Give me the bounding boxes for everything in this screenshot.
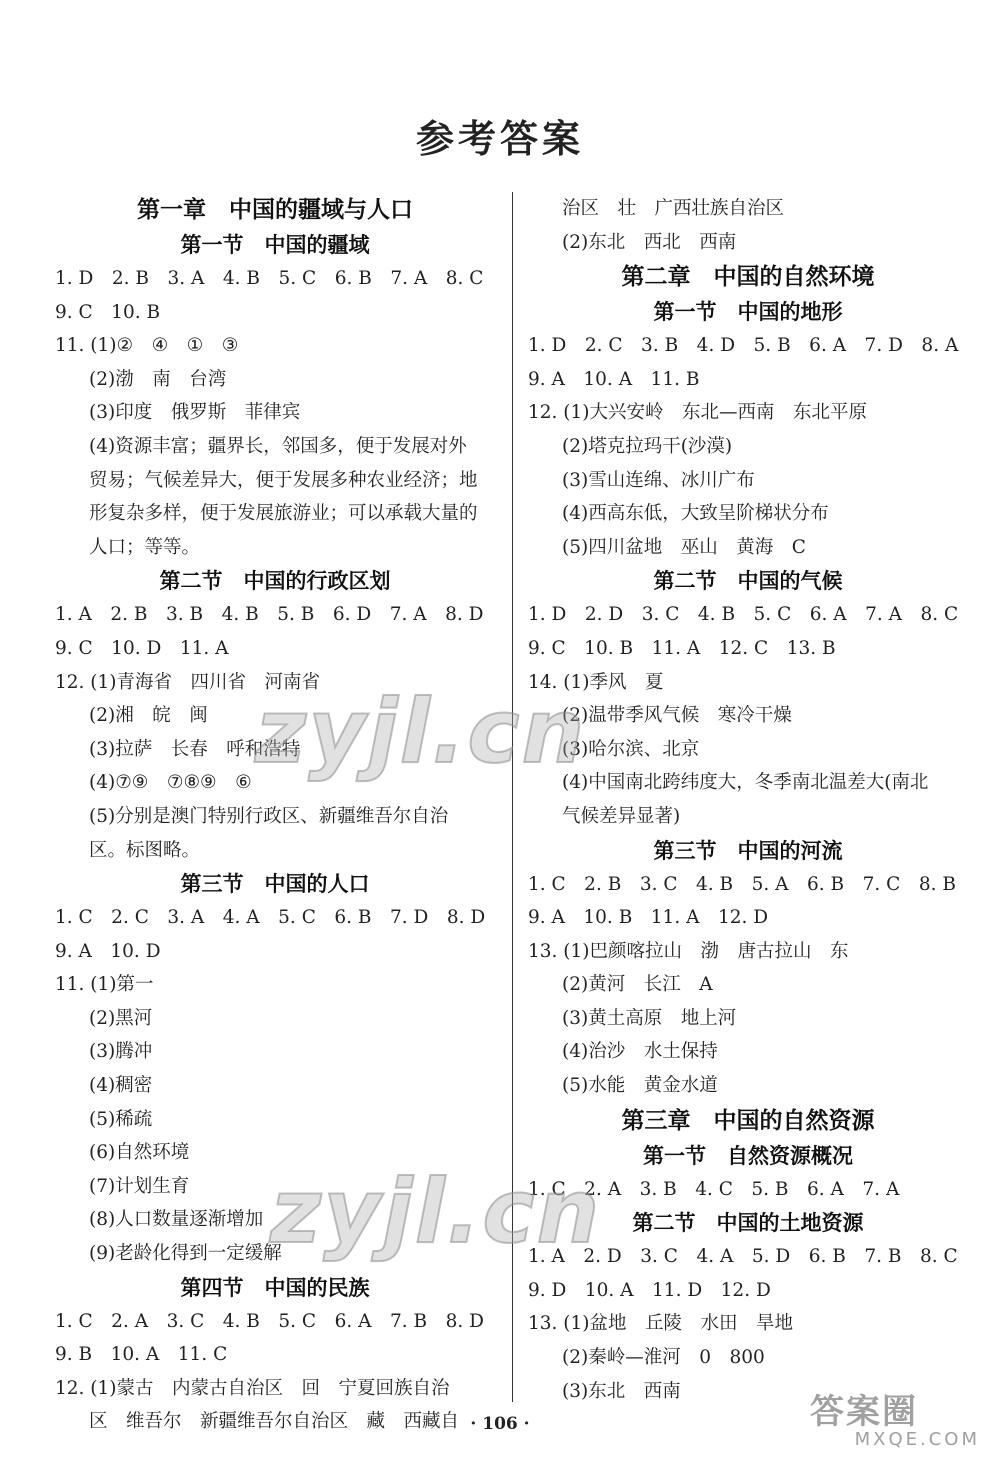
answer-line: 12. (1)蒙古 内蒙古自治区 回 宁夏回族自治 bbox=[55, 1377, 450, 1399]
answer-line: 9. C 10. B 11. A 12. C 13. B bbox=[528, 637, 836, 659]
answer-line: (4)⑦⑨ ⑦⑧⑨ ⑥ bbox=[89, 772, 252, 794]
answer-line: (3)哈尔滨、北京 bbox=[562, 738, 700, 760]
section-heading: 第四节 中国的民族 bbox=[180, 1275, 370, 1300]
chapter-heading: 第一章 中国的疆域与人口 bbox=[137, 197, 413, 223]
answer-line: (2)黑河 bbox=[89, 1007, 153, 1029]
answer-line: (2)黄河 长江 A bbox=[562, 974, 713, 996]
answer-line: (4)资源丰富；疆界长，邻国多，便于发展对外 bbox=[89, 435, 467, 457]
answer-line: (2)湘 皖 闽 bbox=[89, 705, 208, 727]
answer-line: (5)稀疏 bbox=[89, 1108, 153, 1130]
answer-line: (2)塔克拉玛干(沙漠) bbox=[562, 435, 733, 457]
chapter-heading: 第三章 中国的自然资源 bbox=[621, 1107, 875, 1134]
answer-line: 9. D 10. A 11. D 12. D bbox=[528, 1279, 771, 1301]
answer-line: (7)计划生育 bbox=[89, 1175, 190, 1197]
answer-line: (3)黄土高原 地上河 bbox=[562, 1007, 737, 1029]
answer-line: (3)东北 西南 bbox=[562, 1380, 681, 1402]
answer-line: (5)四川盆地 巫山 黄海 C bbox=[562, 536, 806, 558]
answer-line: 14. (1)季风 夏 bbox=[528, 671, 664, 693]
answer-line: (3)印度 俄罗斯 菲律宾 bbox=[89, 402, 301, 424]
answer-line: 1. D 2. C 3. B 4. D 5. B 6. A 7. D 8. A bbox=[528, 335, 959, 357]
answer-line: 13. (1)巴颜喀拉山 渤 唐古拉山 东 bbox=[528, 940, 849, 962]
answer-line: 9. A 10. D bbox=[55, 940, 161, 962]
page-title: 参考答案 bbox=[415, 117, 584, 161]
answer-line: 9. B 10. A 11. C bbox=[55, 1344, 228, 1366]
answer-line: 1. C 2. B 3. C 4. B 5. A 6. B 7. C 8. B bbox=[528, 873, 956, 895]
answer-line: 13. (1)盆地 丘陵 水田 旱地 bbox=[528, 1313, 794, 1335]
answer-line: 气候差异显著) bbox=[562, 805, 681, 827]
answer-line: 1. C 2. A 3. C 4. B 5. C 6. A 7. B 8. D bbox=[55, 1310, 484, 1332]
answer-line: (9)老龄化得到一定缓解 bbox=[89, 1243, 282, 1265]
watermark: zyjl.cn bbox=[270, 1160, 602, 1263]
answer-line: (4)西高东低，大致呈阶梯状分布 bbox=[562, 503, 829, 525]
answer-line: (2)温带季风气候 寒冷干燥 bbox=[562, 705, 792, 727]
answer-line: 1. C 2. A 3. B 4. C 5. B 6. A 7. A bbox=[528, 1178, 900, 1200]
section-heading: 第一节 中国的疆域 bbox=[180, 233, 370, 257]
section-heading: 第二节 中国的土地资源 bbox=[632, 1211, 864, 1236]
answer-line: 9. C 10. B bbox=[55, 301, 161, 323]
chapter-heading: 第二章 中国的自然环境 bbox=[621, 264, 875, 291]
section-heading: 第一节 中国的地形 bbox=[653, 300, 843, 325]
site-logo bbox=[810, 1384, 980, 1448]
logo-text: 答案圈 bbox=[810, 1392, 918, 1432]
section-heading: 第二节 中国的气候 bbox=[653, 569, 843, 594]
answer-line: (2)渤 南 台湾 bbox=[89, 368, 227, 390]
answer-line: (4)稠密 bbox=[89, 1075, 153, 1097]
answer-line: 1. A 2. D 3. C 4. A 5. D 6. B 7. B 8. C bbox=[528, 1246, 958, 1268]
answer-line: (3)腾冲 bbox=[89, 1041, 153, 1063]
section-heading: 第三节 中国的人口 bbox=[180, 872, 370, 897]
answer-line: 11. (1)② ④ ① ③ bbox=[55, 335, 239, 357]
answer-line: 治区 壮 广西壮族自治区 bbox=[562, 198, 785, 219]
answer-line: 1. C 2. C 3. A 4. A 5. C 6. B 7. D 8. D bbox=[55, 907, 486, 929]
answer-line: 9. A 10. B 11. A 12. D bbox=[528, 907, 769, 929]
answer-line: 1. D 2. D 3. C 4. B 5. C 6. A 7. A 8. C bbox=[528, 604, 959, 626]
section-heading: 第二节 中国的行政区划 bbox=[159, 569, 391, 594]
answer-line: (4)治沙 水土保持 bbox=[562, 1041, 718, 1063]
answer-line: 9. A 10. A 11. B bbox=[528, 368, 700, 390]
answer-line: (2)秦岭—淮河 0 800 bbox=[562, 1347, 765, 1369]
answer-line: (8)人口数量逐渐增加 bbox=[89, 1209, 264, 1231]
answer-line: (4)中国南北跨纬度大，冬季南北温差大(南北 bbox=[562, 772, 929, 794]
logo-url: MXQE.COM bbox=[854, 1429, 980, 1450]
answer-line: (6)自然环境 bbox=[89, 1142, 190, 1164]
answer-line: (3)拉萨 长春 呼和浩特 bbox=[89, 738, 301, 760]
answer-line: 贸易；气候差异大，便于发展多种农业经济；地 bbox=[89, 469, 478, 491]
section-heading: 第一节 自然资源概况 bbox=[643, 1143, 853, 1168]
answer-line: (5)水能 黄金水道 bbox=[562, 1075, 718, 1097]
answer-line: 区 维吾尔 新疆维吾尔自治区 藏 西藏自 bbox=[89, 1411, 460, 1433]
answer-line: 1. D 2. B 3. A 4. B 5. C 6. B 7. A 8. C bbox=[55, 268, 484, 289]
watermark: zyjl.cn bbox=[255, 680, 587, 783]
answer-line: 12. (1)青海省 四川省 河南省 bbox=[55, 671, 321, 693]
answer-line: 人口；等等。 bbox=[89, 536, 201, 558]
answer-line: (2)东北 西北 西南 bbox=[562, 231, 737, 253]
answer-line: 9. C 10. D 11. A bbox=[55, 637, 229, 659]
answer-line: 11. (1)第一 bbox=[55, 974, 154, 996]
answer-line: 形复杂多样，便于发展旅游业；可以承载大量的 bbox=[89, 503, 478, 525]
answer-line: 12. (1)大兴安岭 东北—西南 东北平原 bbox=[528, 402, 868, 424]
answer-line: 1. A 2. B 3. B 4. B 5. B 6. D 7. A 8. D bbox=[55, 604, 484, 626]
section-heading: 第三节 中国的河流 bbox=[653, 838, 843, 863]
page-number: · 106 · bbox=[470, 1414, 530, 1434]
answer-line: (5)分别是澳门特别行政区、新疆维吾尔自治 bbox=[89, 805, 449, 827]
answer-line: 区。标图略。 bbox=[89, 839, 201, 861]
answer-line: (3)雪山连绵、冰川广布 bbox=[562, 469, 755, 491]
